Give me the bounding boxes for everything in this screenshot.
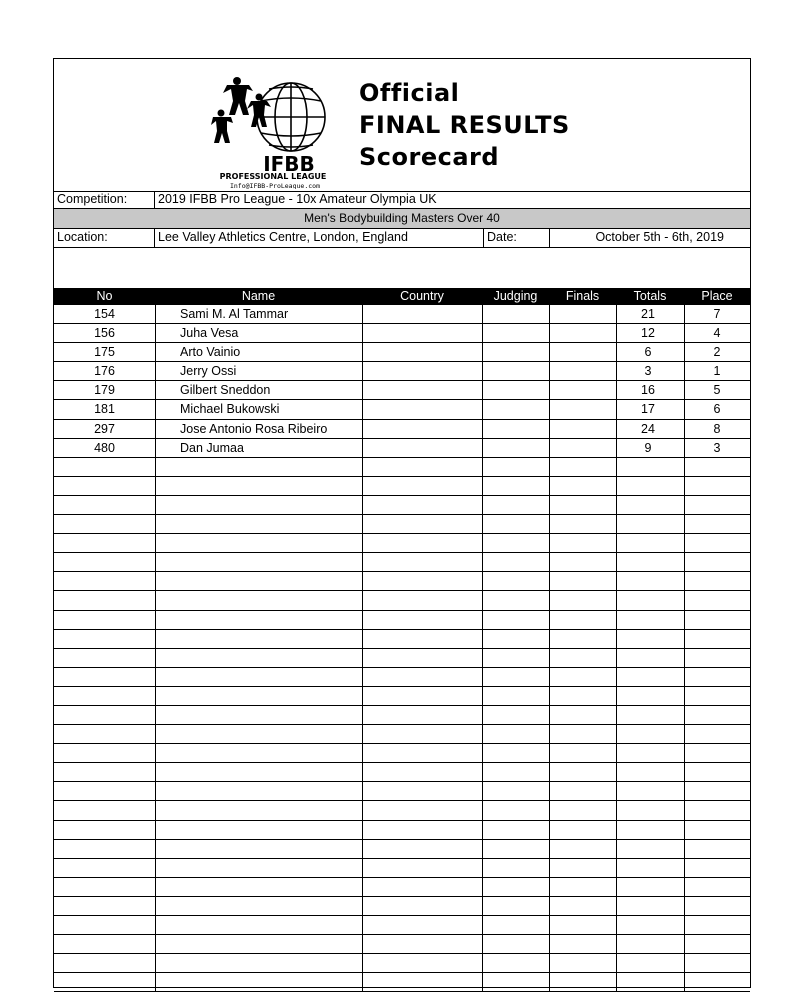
empty-table-row xyxy=(54,706,750,725)
cell-no: 181 xyxy=(94,402,115,417)
empty-table-row xyxy=(54,725,750,744)
logo-email-text: Info@IFBB-ProLeague.com xyxy=(229,182,321,189)
cell-name: Dan Jumaa xyxy=(180,440,244,455)
cell-totals: 21 xyxy=(641,307,655,321)
empty-table-row xyxy=(54,687,750,706)
scorecard-header xyxy=(54,59,750,192)
category-title: Men's Bodybuilding Masters Over 40 xyxy=(304,211,500,225)
table-row xyxy=(54,400,750,419)
table-row xyxy=(54,324,750,343)
competition-label: Competition: xyxy=(57,192,128,206)
empty-table-row xyxy=(54,954,750,973)
category-row xyxy=(54,209,750,229)
empty-table-row xyxy=(54,458,750,477)
cell-no: 297 xyxy=(94,421,115,436)
cell-place: 8 xyxy=(713,421,721,436)
location-row xyxy=(54,229,750,248)
blank-spacer xyxy=(54,248,750,289)
empty-table-row xyxy=(54,897,750,916)
ifbb-logo xyxy=(209,71,349,189)
col-name: Name xyxy=(241,289,276,303)
competition-row xyxy=(54,191,750,209)
scorecard-sheet xyxy=(53,58,751,988)
cell-totals: 24 xyxy=(641,421,655,436)
empty-table-row xyxy=(54,477,750,496)
empty-table-row xyxy=(54,515,750,534)
title-line-final-results: FINAL RESULTS xyxy=(359,111,570,139)
cell-totals: 9 xyxy=(644,440,652,455)
empty-table-row xyxy=(54,572,750,591)
table-row xyxy=(54,362,750,381)
cell-name: Jerry Ossi xyxy=(180,364,237,379)
empty-table-row xyxy=(54,763,750,782)
cell-name: Gilbert Sneddon xyxy=(180,383,271,398)
cell-no: 179 xyxy=(94,383,115,398)
col-country: Country xyxy=(400,289,444,303)
empty-table-row xyxy=(54,668,750,687)
cell-no: 176 xyxy=(94,364,115,379)
cell-no: 175 xyxy=(94,345,115,360)
empty-table-row xyxy=(54,916,750,935)
table-row xyxy=(54,343,750,362)
cell-no: 154 xyxy=(94,307,115,321)
cell-place: 4 xyxy=(713,326,721,341)
empty-table-row xyxy=(54,859,750,878)
cell-no: 480 xyxy=(94,440,115,455)
title-line-scorecard: Scorecard xyxy=(359,143,500,171)
cell-name: Jose Antonio Rosa Ribeiro xyxy=(180,421,328,436)
empty-table-row xyxy=(54,496,750,515)
cell-totals: 17 xyxy=(641,402,655,417)
logo-brand-text: IFBB xyxy=(263,152,315,176)
cell-totals: 3 xyxy=(644,364,652,379)
cell-place: 6 xyxy=(713,402,721,417)
col-judging: Judging xyxy=(493,289,538,303)
col-no: No xyxy=(96,289,113,303)
empty-table-row xyxy=(54,744,750,763)
col-finals: Finals xyxy=(565,289,600,303)
table-row xyxy=(54,381,750,400)
date-label: Date: xyxy=(487,230,517,244)
cell-name: Michael Bukowski xyxy=(180,402,280,417)
globe-icon xyxy=(257,83,325,151)
title-line-official: Official xyxy=(359,79,460,107)
results-table xyxy=(54,305,750,992)
empty-table-row xyxy=(54,534,750,553)
empty-table-row xyxy=(54,782,750,801)
results-column-headers xyxy=(54,288,750,305)
cell-place: 2 xyxy=(713,345,721,360)
cell-place: 7 xyxy=(713,307,721,321)
empty-table-row xyxy=(54,821,750,840)
table-row xyxy=(54,439,750,458)
cell-name: Juha Vesa xyxy=(180,326,239,341)
logo-league-text: PROFESSIONAL LEAGUE xyxy=(219,172,327,181)
cell-place: 1 xyxy=(713,364,721,379)
cell-totals: 6 xyxy=(644,345,652,360)
date-value: October 5th - 6th, 2019 xyxy=(595,230,724,244)
col-totals: Totals xyxy=(633,289,667,303)
table-row xyxy=(54,420,750,439)
empty-table-row xyxy=(54,553,750,572)
empty-table-row xyxy=(54,935,750,954)
empty-table-row xyxy=(54,630,750,649)
empty-table-row xyxy=(54,591,750,610)
cell-totals: 12 xyxy=(641,326,655,341)
empty-table-row xyxy=(54,840,750,859)
empty-table-row xyxy=(54,801,750,820)
cell-place: 3 xyxy=(713,440,721,455)
cell-place: 5 xyxy=(713,383,721,398)
table-row xyxy=(54,305,750,324)
cell-name: Arto Vainio xyxy=(180,345,241,360)
col-place: Place xyxy=(701,289,733,303)
empty-table-row xyxy=(54,649,750,668)
cell-totals: 16 xyxy=(641,383,655,398)
location-value: Lee Valley Athletics Centre, London, England xyxy=(158,230,408,244)
cell-name: Sami M. Al Tammar xyxy=(180,307,289,321)
empty-table-row xyxy=(54,611,750,630)
location-label: Location: xyxy=(57,230,108,244)
cell-no: 156 xyxy=(94,326,115,341)
competition-value: 2019 IFBB Pro League - 10x Amateur Olympia UK xyxy=(158,192,437,206)
scorecard-title xyxy=(359,77,570,173)
empty-table-row xyxy=(54,878,750,897)
empty-table-row xyxy=(54,973,750,992)
